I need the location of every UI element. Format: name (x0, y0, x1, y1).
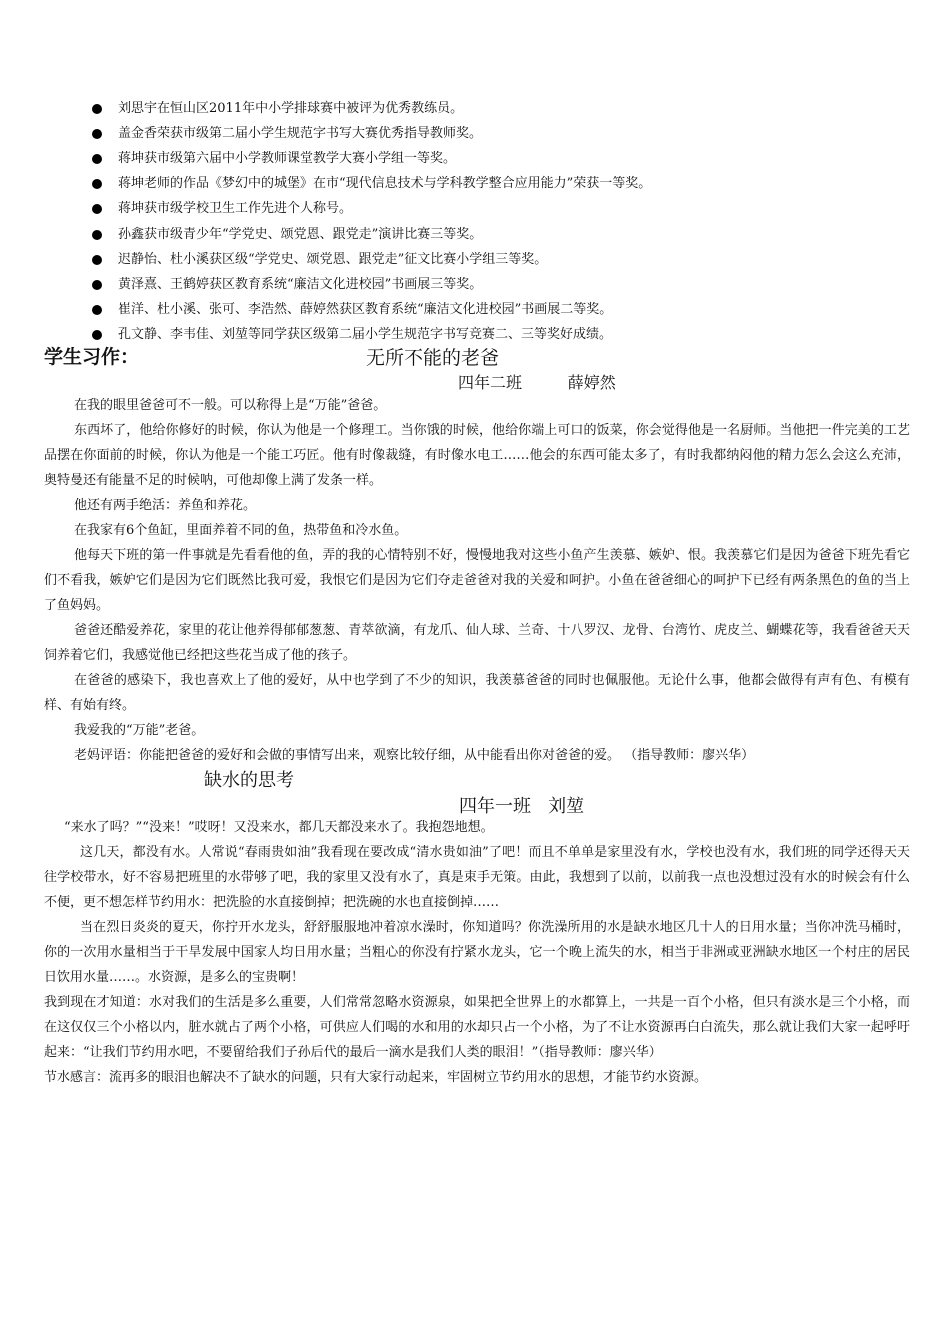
award-text: 崔洋、杜小溪、张可、李浩然、薛婷然获区教育系统“廉洁文化进校园”书画展二等奖。 (118, 302, 613, 318)
list-item (92, 172, 912, 197)
paragraph: 当在烈日炎炎的夏天，你拧开水龙头，舒舒服服地冲着凉水澡时，你知道吗？你洗澡所用的水是缺水地区几十人的日用水量；当你冲洗马桶时，你的一次用水量相当于干旱发展中国家人均日用水量；当粗心的你没有拧紧水龙头，它一个晚上流失的水，相当于非洲或亚洲缺水地区一个村庄的居民日饮用水量……。水资源，是多么的宝贵啊！ (44, 920, 910, 985)
bullet-icon (92, 104, 102, 114)
teacher-comment: 老妈评语：你能把爸爸的爱好和会做的事情写出来，观察比较仔细，从中能看出你对爸爸的爱。 （指导教师：廖兴华） (74, 748, 755, 763)
award-text: 刘思宇在恒山区2011年中小学排球赛中被评为优秀教练员。 (118, 100, 464, 116)
paragraph: 在我的眼里爸爸可不一般。可以称得上是“万能”爸爸。 (74, 398, 387, 413)
bullet-icon (92, 179, 102, 189)
closing-remark: 节水感言：流再多的眼泪也解决不了缺水的问题，只有大家行动起来，牢固树立节约用水的思想，才能节约水资源。 (44, 1070, 708, 1085)
essay-title: 缺水的思考 (204, 770, 294, 791)
list-item (92, 272, 912, 297)
bullet-icon (92, 330, 102, 340)
bullet-icon (92, 305, 102, 315)
essay-body (44, 393, 910, 768)
list-item (92, 298, 912, 323)
list-item (92, 222, 912, 247)
award-text: 迟静怡、杜小溪获区级“学党史、颂党恩、跟党走”征文比赛小学组三等奖。 (118, 251, 548, 267)
award-text: 孔文静、李韦佳、刘堃等同学获区级第二届小学生规范字书写竞赛二、三等奖好成绩。 (118, 327, 613, 343)
paragraph: 在我家有6个鱼缸，里面养着不同的鱼，热带鱼和冷水鱼。 (74, 523, 408, 538)
list-item (92, 121, 912, 146)
bullet-icon (92, 255, 102, 265)
bullet-icon (92, 154, 102, 164)
list-item (92, 96, 912, 121)
bullet-icon (92, 230, 102, 240)
section-title: 学生习作： (44, 346, 140, 368)
award-text: 蒋坤获市级学校卫生工作先进个人称号。 (118, 201, 353, 217)
paragraph: 我爱我的“万能”老爸。 (74, 723, 205, 738)
paragraph: “来水了吗？”“没来！”哎呀！又没来水，都几天都没来水了。我抱怨地想。 (64, 820, 494, 835)
bullet-icon (92, 204, 102, 214)
essay-byline: 四年二班 薛婷然 (458, 373, 616, 392)
award-text: 黄泽熹、王鹤婷获区教育系统“廉洁文化进校园”书画展三等奖。 (118, 276, 483, 292)
essay-title: 无所不能的老爸 (366, 347, 500, 369)
paragraph: 爸爸还酷爱养花，家里的花让他养得郁郁葱葱、青萃欲滴，有龙爪、仙人球、兰奇、十八罗汉、龙骨、台湾竹、虎皮兰、蝴蝶花等，我看爸爸天天饲养着它们，我感觉他已经把这些花当成了他的孩子。 (44, 623, 910, 663)
paragraph: 他还有两手绝活：养鱼和养花。 (74, 498, 257, 513)
award-text: 孙鑫获市级青少年“学党史、颂党恩、跟党走”演讲比赛三等奖。 (118, 226, 483, 242)
bullet-icon (92, 129, 102, 139)
award-text: 蒋坤老师的作品《梦幻中的城堡》在市“现代信息技术与学科教学整合应用能力”荣获一等奖。 (118, 176, 652, 192)
bullet-icon (92, 280, 102, 290)
paragraph: 东西坏了，他给你修好的时候，你认为他是一个修理工。当你饿的时候，他给你端上可口的饭菜，你会觉得他是一名厨师。当他把一件完美的工艺品摆在你面前的时候，你认为他是一个能工巧匠。他有时像裁缝，有时像水电工……他会的东西可能太多了，有时我都纳闷他的精力怎么会这么充沛，奥特曼还有能量不足的时候呐，可他却像上满了发条一样。 (44, 423, 910, 488)
list-item (92, 146, 912, 171)
list-item (92, 197, 912, 222)
award-text: 盖金香荣获市级第二届小学生规范字书写大赛优秀指导教师奖。 (118, 125, 483, 141)
list-item (92, 247, 912, 272)
essay-body (44, 815, 910, 1090)
essay-byline: 四年一班 刘堃 (459, 796, 585, 817)
award-text: 蒋坤获市级第六届中小学教师课堂教学大赛小学组一等奖。 (118, 150, 457, 166)
paragraph: 在爸爸的感染下，我也喜欢上了他的爱好，从中也学到了不少的知识，我羡慕爸爸的同时也佩服他。无论什么事，他都会做得有声有色、有模有样、有始有终。 (44, 673, 910, 713)
awards-list (92, 96, 912, 348)
list-item (92, 323, 912, 348)
paragraph: 这几天，都没有水。人常说“春雨贵如油”我看现在要改成“清水贵如油”了吧！而且不单单是家里没有水，学校也没有水，我们班的同学还得天天往学校带水，好不容易把班里的水带够了吧，我的家里又没有水了，真是束手无策。由此，我想到了以前，以前我一点也没想过没有水的时候会有什么不便，更不想怎样节约用水：把洗脸的水直接倒掉；把洗碗的水也直接倒掉…… (44, 845, 910, 910)
paragraph: 我到现在才知道：水对我们的生活是多么重要，人们常常忽略水资源泉，如果把全世界上的水都算上，一共是一百个小格，但只有淡水是三个小格，而在这仅仅三个小格以内，脏水就占了两个小格，可供应人们喝的水和用的水却只占一个小格，为了不让水资源再白白流失，那么就让我们大家一起呼吁起来：“让我们节约用水吧，不要留给我们子孙后代的最后一滴水是我们人类的眼泪！”（指导教师：廖兴华） (44, 995, 910, 1060)
paragraph: 他每天下班的第一件事就是先看看他的鱼，弄的我的心情特别不好，慢慢地我对这些小鱼产生羡慕、嫉妒、恨。我羡慕它们是因为爸爸下班先看它们不看我，嫉妒它们是因为它们既然比我可爱，我恨它们是因为它们夺走爸爸对我的关爱和呵护。小鱼在爸爸细心的呵护下已经有两条黑色的鱼的当上了鱼妈妈。 (44, 548, 910, 613)
